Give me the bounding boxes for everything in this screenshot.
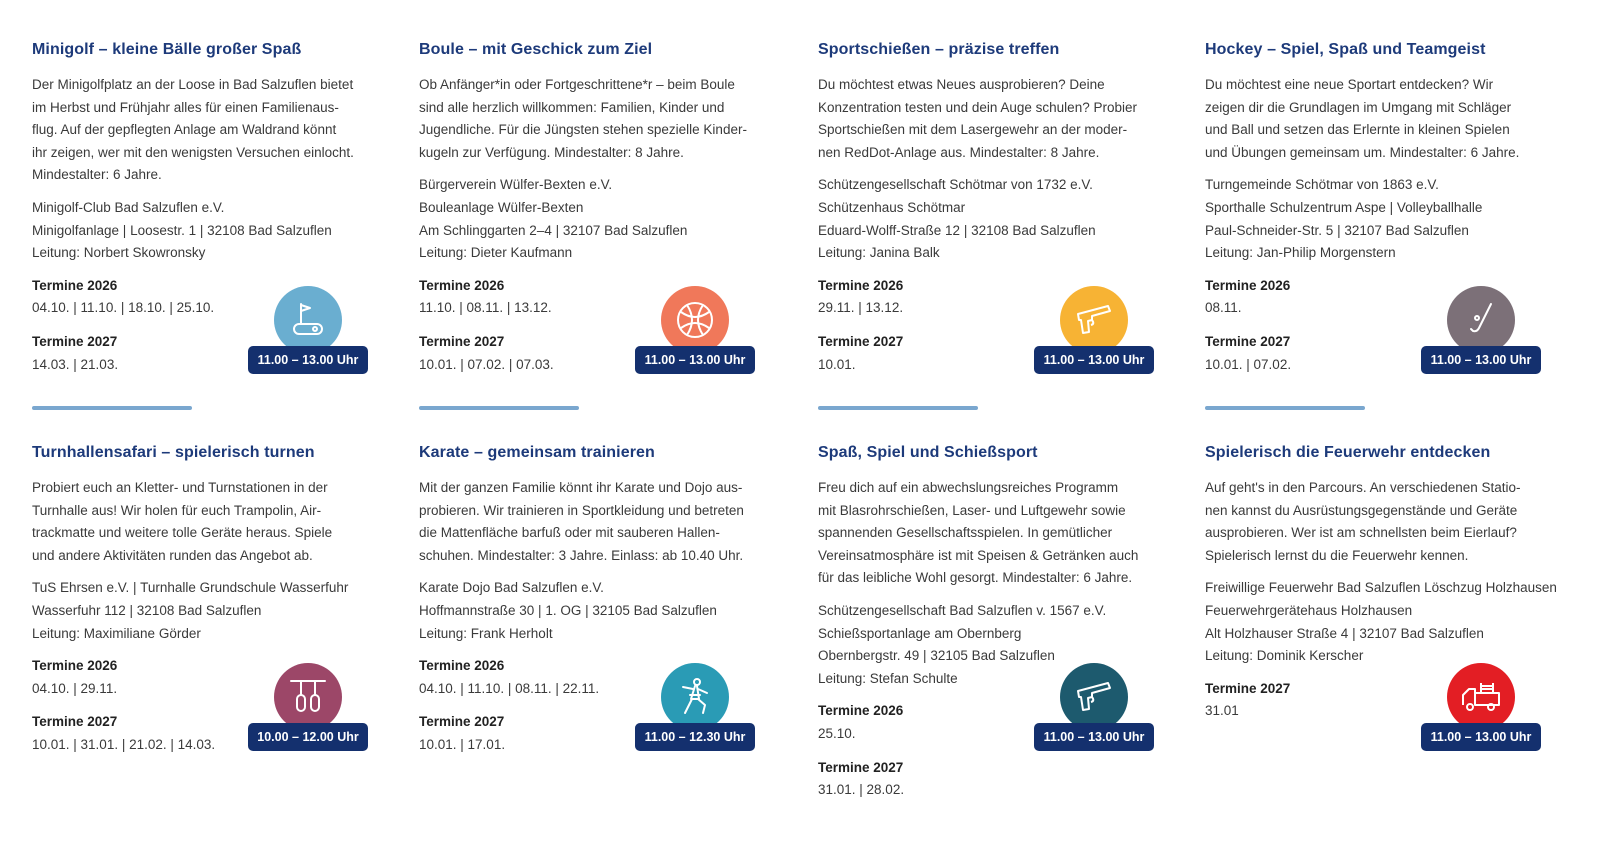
organizer-line: Leitung: Jan-Philip Morgenstern bbox=[1205, 245, 1396, 261]
gymnastic-rings-icon bbox=[274, 663, 342, 731]
card-karate bbox=[419, 443, 769, 768]
card-title: Turnhallensafari – spielerisch turnen bbox=[32, 444, 315, 461]
activity-badge bbox=[635, 286, 746, 367]
card-schiesssport bbox=[818, 443, 1168, 813]
desc-line: Jugendliche. Für die Jüngsten stehen spezielle Kinder- bbox=[419, 122, 747, 138]
dates-value: 10.01. | 07.02. bbox=[1205, 356, 1292, 372]
time-badge: 11.00 – 12.30 Uhr bbox=[635, 723, 755, 751]
desc-line: ausprobieren. Wer ist am schnellsten beim Eierlauf? bbox=[1205, 525, 1517, 541]
dates-value: 04.10. | 29.11. bbox=[32, 680, 118, 696]
desc-line: ihr zeigen, wer mit den wenigsten Versuchen einlocht. bbox=[32, 144, 354, 160]
desc-line: sind alle herzlich willkommen: Familien, Kinder und bbox=[419, 99, 725, 115]
card-organizer bbox=[1205, 577, 1565, 667]
dates-label: Termine 2027 bbox=[32, 333, 118, 349]
card-title: Minigolf – kleine Bälle großer Spaß bbox=[32, 41, 302, 58]
hockey-stick-icon bbox=[1447, 286, 1515, 354]
fire-truck-icon bbox=[1447, 663, 1515, 731]
time-badge: 11.00 – 13.00 Uhr bbox=[635, 346, 755, 374]
organizer-line: Leitung: Dieter Kaufmann bbox=[419, 245, 573, 261]
organizer-line: Schützenhaus Schötmar bbox=[818, 199, 966, 215]
desc-line: Spielerisch lernst du die Feuerwehr kennen. bbox=[1205, 547, 1469, 563]
organizer-line: Schützengesellschaft Schötmar von 1732 e.V. bbox=[818, 177, 1093, 193]
organizer-line: Alt Holzhauser Straße 4 | 32107 Bad Salzuflen bbox=[1205, 625, 1484, 641]
desc-line: Probiert euch an Kletter- und Turnstationen in der bbox=[32, 480, 328, 495]
dates-value: 14.03. | 21.03. bbox=[32, 356, 119, 372]
laser-gun-icon bbox=[1060, 286, 1128, 354]
activity-badge bbox=[635, 663, 746, 744]
divider bbox=[419, 406, 579, 410]
time-badge: 10.00 – 12.00 Uhr bbox=[248, 723, 368, 751]
desc-line: nen kannst du Ausrüstungsgegenstände und Geräte bbox=[1205, 502, 1518, 518]
card-title: Spielerisch die Feuerwehr entdecken bbox=[1205, 444, 1491, 461]
divider bbox=[818, 406, 978, 410]
dates-value: 11.10. | 08.11. | 13.12. bbox=[419, 300, 552, 316]
dates-value: 10.01. | 07.02. | 07.03. bbox=[419, 356, 554, 372]
activity-badge bbox=[248, 663, 359, 744]
organizer-line: Turngemeinde Schötmar von 1863 e.V. bbox=[1205, 177, 1439, 193]
organizer-line: Paul-Schneider-Str. 5 | 32107 Bad Salzuflen bbox=[1205, 222, 1469, 238]
dates-value: 25.10. bbox=[818, 725, 856, 741]
desc-line: probieren. Wir trainieren in Sportkleidung und betreten bbox=[419, 502, 744, 518]
organizer-line: Hoffmannstraße 30 | 1. OG | 32105 Bad Salzuflen bbox=[419, 602, 717, 618]
card-turnhallensafari bbox=[32, 443, 382, 768]
desc-line: spannenden Gesellschaftsspielen. In gemütlicher bbox=[818, 525, 1113, 541]
card-description bbox=[818, 74, 1168, 164]
organizer-line: Leitung: Norbert Skowronsky bbox=[32, 245, 206, 261]
desc-line: Mit der ganzen Familie könnt ihr Karate und Dojo aus- bbox=[419, 480, 743, 495]
desc-line: mit Blasrohrschießen, Laser- und Luftgewehr sowie bbox=[818, 502, 1126, 518]
time-badge: 11.00 – 13.00 Uhr bbox=[1034, 723, 1154, 751]
time-badge: 11.00 – 13.00 Uhr bbox=[1421, 723, 1541, 751]
card-title: Karate – gemeinsam trainieren bbox=[419, 444, 655, 461]
card-description bbox=[32, 74, 382, 187]
dates-value: 04.10. | 11.10. | 18.10. | 25.10. bbox=[32, 300, 215, 316]
card-title: Sportschießen – präzise treffen bbox=[818, 41, 1060, 58]
desc-line: Du möchtest etwas Neues ausprobieren? Deine bbox=[818, 77, 1105, 92]
organizer-line: Leitung: Maximiliane Görder bbox=[32, 625, 201, 641]
desc-line: für das leibliche Wohl gesorgt. Mindestalter: 6 Jahre. bbox=[818, 570, 1133, 586]
desc-line: schuhen. Mindestalter: 3 Jahre. Einlass: ab 10.40 Uhr. bbox=[419, 547, 744, 563]
dates-value: 10.01. | 31.01. | 21.02. | 14.03. bbox=[32, 736, 216, 752]
activity-badge bbox=[1421, 663, 1532, 744]
dates-label: Termine 2026 bbox=[1205, 277, 1291, 293]
desc-line: und andere Aktivitäten runden das Angebot ab. bbox=[32, 547, 313, 563]
dates-label: Termine 2027 bbox=[1205, 333, 1291, 349]
card-organizer bbox=[419, 174, 769, 264]
organizer-line: Sporthalle Schulzentrum Aspe | Volleyballhalle bbox=[1205, 199, 1483, 215]
desc-line: Turnhalle aus! Wir holen für euch Trampolin, Air- bbox=[32, 502, 322, 518]
desc-line: im Herbst und Frühjahr alles für einen Familienaus- bbox=[32, 99, 339, 115]
dates-value: 31.01. | 28.02. bbox=[818, 782, 905, 798]
card-description bbox=[419, 477, 769, 567]
card-description bbox=[32, 477, 382, 567]
minigolf-icon bbox=[274, 286, 342, 354]
desc-line: Ob Anfänger*in oder Fortgeschrittene*r – beim Boule bbox=[419, 77, 735, 92]
dates-label: Termine 2026 bbox=[32, 277, 118, 293]
dates-label: Termine 2026 bbox=[32, 658, 118, 674]
time-badge: 11.00 – 13.00 Uhr bbox=[1421, 346, 1541, 374]
organizer-line: Schießsportanlage am Obernberg bbox=[818, 625, 1022, 641]
card-title: Hockey – Spiel, Spaß und Teamgeist bbox=[1205, 41, 1486, 58]
activity-badge bbox=[1421, 286, 1532, 367]
dates-value: 10.01. bbox=[818, 356, 856, 372]
desc-line: trackmatte und weitere tolle Geräte heraus. Spiele bbox=[32, 525, 333, 541]
organizer-line: Freiwillige Feuerwehr Bad Salzuflen Löschzug Holzhausen bbox=[1205, 580, 1557, 596]
card-organizer bbox=[32, 197, 382, 265]
organizer-line: Feuerwehrgerätehaus Holzhausen bbox=[1205, 602, 1413, 618]
karate-fighter-icon bbox=[661, 663, 729, 731]
dates-value: 08.11. bbox=[1205, 300, 1242, 316]
dates-value: 29.11. | 13.12. bbox=[818, 300, 904, 316]
time-badge: 11.00 – 13.00 Uhr bbox=[248, 346, 368, 374]
card-title: Spaß, Spiel und Schießsport bbox=[818, 444, 1038, 461]
dates-label: Termine 2026 bbox=[419, 277, 505, 293]
dates-label: Termine 2027 bbox=[32, 714, 118, 730]
card-title: Boule – mit Geschick zum Ziel bbox=[419, 41, 653, 58]
dates-label: Termine 2026 bbox=[818, 277, 904, 293]
desc-line: und Übungen gemeinsam um. Mindestalter: 6 Jahre. bbox=[1205, 144, 1520, 160]
dates-label: Termine 2027 bbox=[1205, 680, 1291, 696]
dates-label: Termine 2026 bbox=[419, 658, 505, 674]
activity-badge bbox=[248, 286, 359, 367]
organizer-line: TuS Ehrsen e.V. | Turnhalle Grundschule Wasserfuhr bbox=[32, 580, 349, 596]
desc-line: Mindestalter: 6 Jahre. bbox=[32, 167, 162, 183]
dates-label: Termine 2027 bbox=[419, 714, 505, 730]
organizer-line: Karate Dojo Bad Salzuflen e.V. bbox=[419, 580, 604, 596]
organizer-line: Leitung: Dominik Kerscher bbox=[1205, 648, 1364, 664]
desc-line: Auf geht's in den Parcours. An verschiedenen Statio- bbox=[1205, 480, 1521, 495]
desc-line: nen RedDot-Anlage aus. Mindestalter: 8 Jahre. bbox=[818, 144, 1100, 160]
organizer-line: Bouleanlage Wülfer-Bexten bbox=[419, 199, 584, 215]
desc-line: Konzentration testen und dein Auge schulen? Probier bbox=[818, 99, 1137, 115]
divider bbox=[1205, 406, 1365, 410]
organizer-line: Minigolfanlage | Loosestr. 1 | 32108 Bad Salzuflen bbox=[32, 222, 332, 238]
card-boule bbox=[419, 40, 769, 387]
organizer-line: Eduard-Wolff-Straße 12 | 32108 Bad Salzuflen bbox=[818, 222, 1096, 238]
card-description bbox=[1205, 477, 1565, 567]
desc-line: und Ball und setzen das Erlernte in kleinen Spielen bbox=[1205, 122, 1510, 138]
dates-label: Termine 2027 bbox=[818, 333, 904, 349]
organizer-line: Bürgerverein Wülfer-Bexten e.V. bbox=[419, 177, 613, 193]
desc-line: Du möchtest eine neue Sportart entdecken? Wir bbox=[1205, 77, 1494, 92]
organizer-line: Wasserfuhr 112 | 32108 Bad Salzuflen bbox=[32, 602, 262, 618]
dates-value: 31.01 bbox=[1205, 703, 1239, 719]
card-description bbox=[818, 477, 1168, 590]
desc-line: Freu dich auf ein abwechslungsreiches Programm bbox=[818, 480, 1119, 495]
gun-icon bbox=[1060, 663, 1128, 731]
dates-label: Termine 2027 bbox=[818, 759, 904, 775]
dates-value: 10.01. | 17.01. bbox=[419, 736, 506, 752]
desc-line: die Mattenfläche barfuß oder mit sauberen Hallen- bbox=[419, 525, 720, 541]
activity-badge bbox=[1034, 286, 1145, 367]
card-organizer bbox=[818, 174, 1168, 264]
dates-value: 04.10. | 11.10. | 08.11. | 22.11. bbox=[419, 680, 600, 696]
card-description bbox=[419, 74, 769, 164]
organizer-line: Leitung: Stefan Schulte bbox=[818, 670, 958, 686]
time-badge: 11.00 – 13.00 Uhr bbox=[1034, 346, 1154, 374]
card-organizer bbox=[32, 577, 382, 645]
card-sportschiessen bbox=[818, 40, 1168, 387]
card-description bbox=[1205, 74, 1555, 164]
activity-badge bbox=[1034, 663, 1145, 744]
card-organizer bbox=[1205, 174, 1555, 264]
desc-line: zeigen dir die Grundlagen im Umgang mit Schläger bbox=[1205, 99, 1512, 115]
organizer-line: Schützengesellschaft Bad Salzuflen v. 1567 e.V. bbox=[818, 602, 1107, 618]
desc-line: flug. Auf der gepflegten Anlage am Waldrand könnt bbox=[32, 122, 337, 138]
divider bbox=[32, 406, 192, 410]
desc-line: Der Minigolfplatz an der Loose in Bad Salzuflen bietet bbox=[32, 77, 354, 92]
boule-ball-icon bbox=[661, 286, 729, 354]
organizer-line: Am Schlinggarten 2–4 | 32107 Bad Salzuflen bbox=[419, 222, 688, 238]
desc-line: kugeln zur Verfügung. Mindestalter: 8 Jahre. bbox=[419, 144, 684, 160]
dates-label: Termine 2026 bbox=[818, 703, 904, 719]
desc-line: Sportschießen mit dem Lasergewehr an der moder- bbox=[818, 122, 1128, 138]
dates-label: Termine 2027 bbox=[419, 333, 505, 349]
card-feuerwehr bbox=[1205, 443, 1565, 744]
card-organizer bbox=[419, 577, 769, 645]
desc-line: Vereinsatmosphäre ist mit Speisen & Getränken auch bbox=[818, 547, 1139, 563]
card-hockey bbox=[1205, 40, 1555, 387]
organizer-line: Leitung: Frank Herholt bbox=[419, 625, 553, 641]
card-minigolf bbox=[32, 40, 382, 387]
organizer-line: Minigolf-Club Bad Salzuflen e.V. bbox=[32, 199, 225, 215]
organizer-line: Leitung: Janina Balk bbox=[818, 245, 940, 261]
organizer-line: Obernbergstr. 49 | 32105 Bad Salzuflen bbox=[818, 648, 1055, 664]
